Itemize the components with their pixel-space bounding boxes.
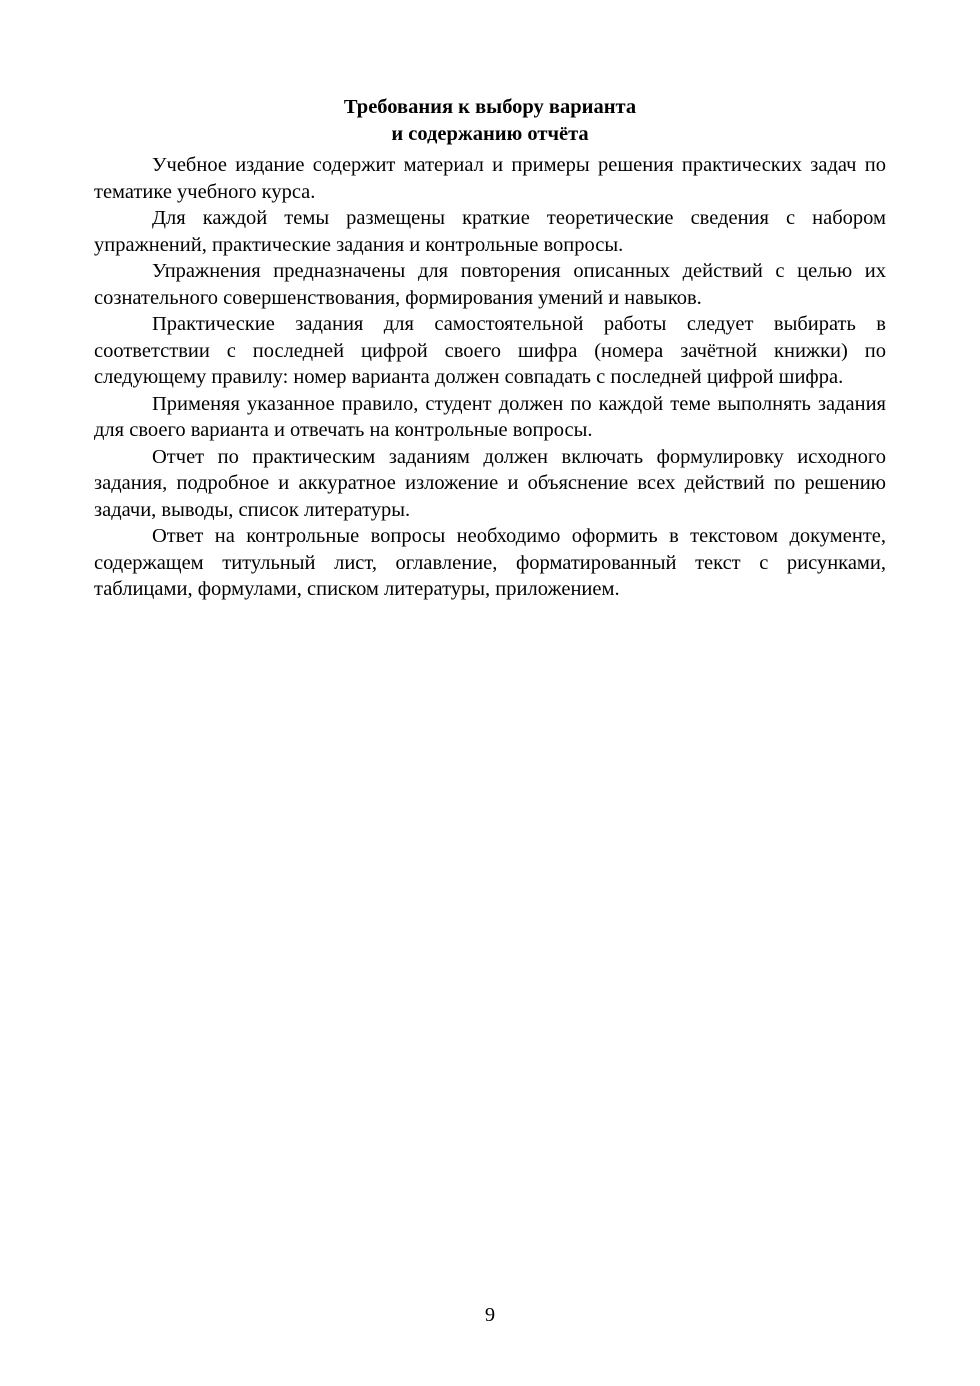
- body-text: [94, 152, 886, 603]
- section-title-line-2: и содержанию отчёта: [391, 122, 589, 145]
- paragraph-2: Для каждой темы размещены краткие теоретические сведения с набором упражнений, практические задания и контрольные вопросы.: [94, 207, 886, 256]
- page-number: 9: [484, 1304, 496, 1326]
- paragraph-6: Отчет по практическим заданиям должен включать формулировку исходного задания, подробное и аккуратное изложение и объяснение всех действий по решению задачи, выводы, список литературы.: [94, 445, 886, 521]
- paragraph-3: Упражнения предназначены для повторения описанных действий с целью их сознательного совершенствования, формирования умений и навыков.: [94, 260, 886, 309]
- section-title-line-1: Требования к выбору варианта: [343, 96, 637, 118]
- page-content: [94, 94, 886, 603]
- paragraph-5: Применяя указанное правило, студент должен по каждой теме выполнять задания для своего варианта и отвечать на контрольные вопросы.: [94, 392, 886, 441]
- section-title: [94, 94, 886, 147]
- paragraph-1: Учебное издание содержит материал и примеры решения практических задач по тематике учебного курса.: [94, 154, 886, 203]
- paragraph-4: Практические задания для самостоятельной работы следует выбирать в соответствии с последней цифрой своего шифра (номера зачётной книжки) по следующему правилу: номер варианта должен совпадать с последней цифрой шифра.: [94, 313, 886, 388]
- paragraph-7: Ответ на контрольные вопросы необходимо оформить в текстовом документе, содержащем титульный лист, оглавление, форматированный текст с рисунками, таблицами, формулами, списком литературы, приложением.: [94, 525, 886, 600]
